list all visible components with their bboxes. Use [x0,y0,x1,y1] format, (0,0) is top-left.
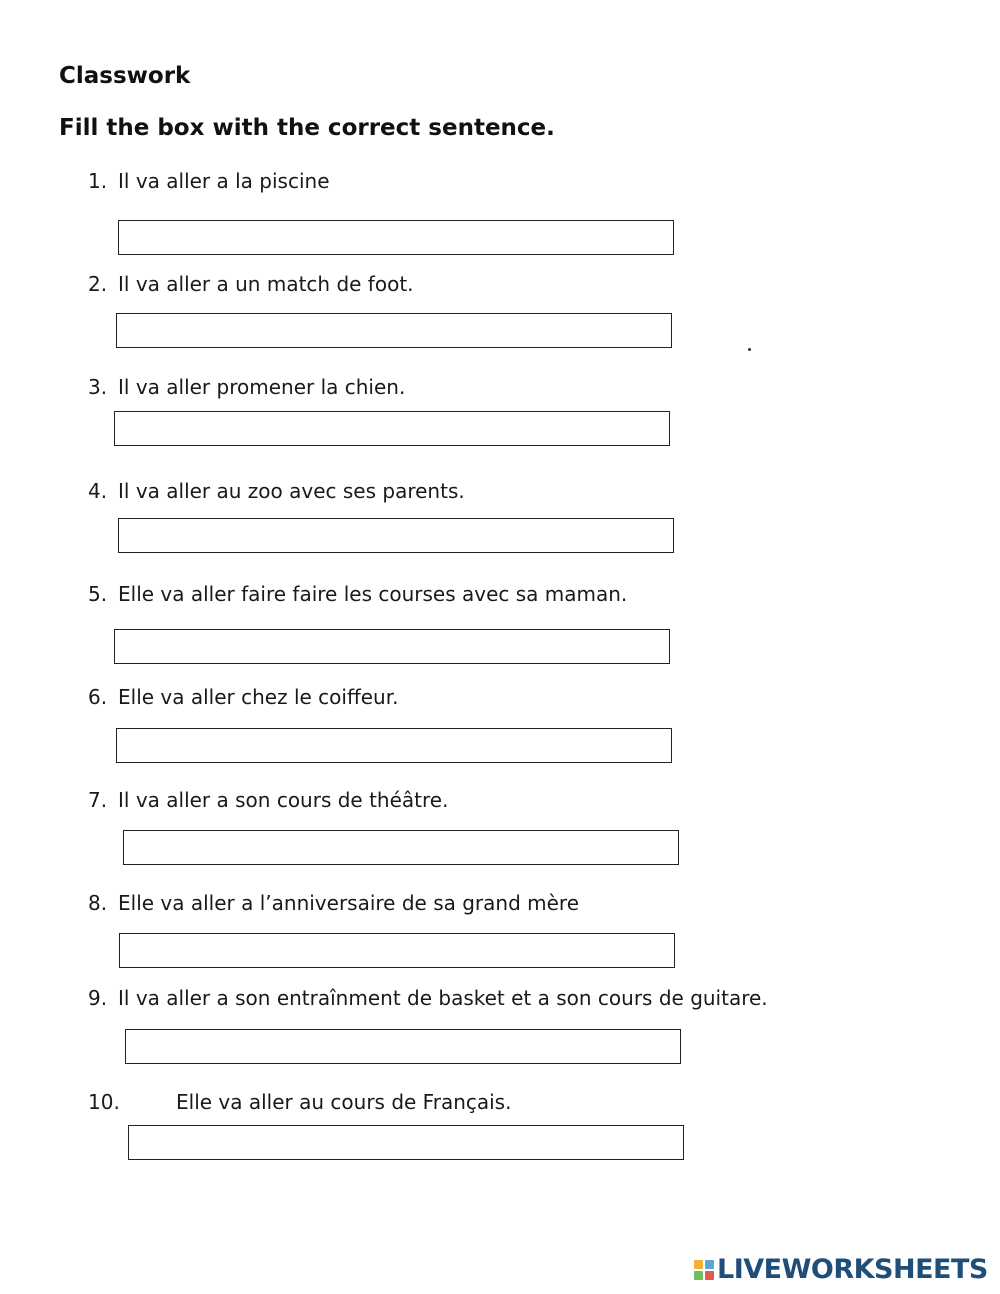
stray-dot [748,348,751,351]
question-number: 2. [88,272,108,296]
question-text: Elle va aller au cours de Français. [176,1090,512,1114]
answer-box-6[interactable] [116,728,672,763]
worksheet-instruction: Fill the box with the correct sentence. [59,115,555,141]
question-number: 7. [88,788,108,812]
answer-box-9[interactable] [125,1029,681,1064]
question-number: 8. [88,891,108,915]
question-text: Elle va aller faire faire les courses avec sa maman. [118,582,628,606]
question-text: Il va aller a un match de foot. [118,272,414,296]
question-number: 10. [88,1090,120,1114]
answer-box-10[interactable] [128,1125,684,1160]
question-number: 5. [88,582,108,606]
logo-tile [694,1260,703,1269]
answer-box-8[interactable] [119,933,675,968]
question-text: Elle va aller chez le coiffeur. [118,685,399,709]
answer-box-5[interactable] [114,629,670,664]
logo-text: LIVEWORKSHEETS [717,1254,988,1285]
question-text: Il va aller a son cours de théâtre. [118,788,449,812]
worksheet-title: Classwork [59,63,191,89]
question-number: 4. [88,479,108,503]
question-text: Il va aller promener la chien. [118,375,406,399]
question-number: 3. [88,375,108,399]
question-number: 9. [88,986,108,1010]
question-number: 1. [88,169,108,193]
answer-box-4[interactable] [118,518,674,553]
answer-box-2[interactable] [116,313,672,348]
answer-box-7[interactable] [123,830,679,865]
question-number: 6. [88,685,108,709]
logo-tile [705,1260,714,1269]
liveworksheets-logo[interactable] [694,1254,988,1285]
question-text: Il va aller au zoo avec ses parents. [118,479,465,503]
liveworksheets-logo-icon [694,1260,714,1280]
logo-tile [694,1271,703,1280]
question-text: Il va aller a son entraînment de basket et a son cours de guitare. [118,986,768,1010]
answer-box-3[interactable] [114,411,670,446]
logo-tile [705,1271,714,1280]
question-text: Elle va aller a l’anniversaire de sa grand mère [118,891,580,915]
question-text: Il va aller a la piscine [118,169,330,193]
answer-box-1[interactable] [118,220,674,255]
